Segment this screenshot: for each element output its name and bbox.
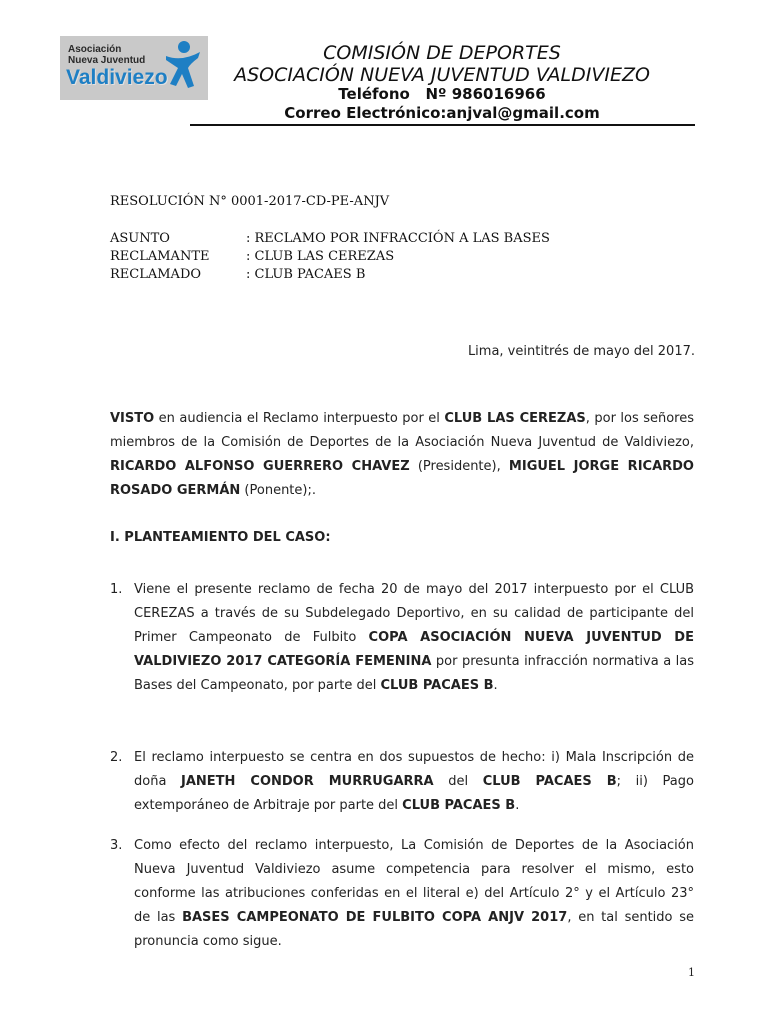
- meta-key: RECLAMADO: [110, 267, 202, 282]
- text-run: Como efecto del reclamo interpuesto, La Comisión de Deportes de la Asociación Nueva Juventud Valdiviezo asume competencia para resolver el mismo, esto conforme las atribuciones conferidas en el literal e) del Artículo 2° y el Artículo 23° de las: [134, 838, 694, 925]
- text-run: ; ii) Pago extemporáneo de Arbitraje por parte del: [134, 774, 694, 813]
- meta-key: RECLAMANTE: [110, 249, 210, 264]
- text-run: del: [433, 774, 483, 789]
- section-title: I. PLANTEAMIENTO DEL CASO:: [110, 530, 331, 545]
- bold-run: CLUB PACAES B: [402, 798, 516, 813]
- logo-line-3: Valdiviezo: [66, 66, 168, 89]
- text-run: por presunta infracción normativa a las Bases del Campeonato, por parte del: [134, 654, 694, 693]
- logo-line-1: Asociación: [68, 44, 122, 55]
- item-number: 2.: [110, 750, 123, 765]
- page-number: 1: [688, 966, 695, 979]
- text-run: en audiencia el Reclamo interpuesto por el: [154, 411, 445, 426]
- item-number: 1.: [110, 582, 123, 597]
- header-phone: Teléfono Nº 986016966: [338, 85, 546, 103]
- ponente-name: MIGUEL JORGE RICARDO ROSADO GERMÁN: [110, 459, 694, 498]
- list-item: [134, 578, 694, 698]
- association-logo: [60, 36, 208, 100]
- document-date: Lima, veintitrés de mayo del 2017.: [467, 344, 695, 359]
- list-item: [134, 834, 694, 954]
- bold-run: JANETH CONDOR MURRUGARRA: [181, 774, 434, 789]
- resolution-title: RESOLUCIÓN N° 0001-2017-CD-PE-ANJV: [110, 194, 390, 209]
- text-run: (Ponente);.: [240, 483, 316, 498]
- bold-run: BASES CAMPEONATO DE FULBITO COPA ANJV 2017: [182, 910, 568, 925]
- bold-run: COPA ASOCIACIÓN NUEVA JUVENTUD DE VALDIVIEZO 2017 CATEGORÍA FEMENINA: [134, 630, 694, 669]
- bold-run: CLUB PACAES B: [482, 774, 617, 789]
- list-item: [134, 746, 694, 818]
- header-email: Correo Electrónico:anjval@gmail.com: [284, 104, 600, 122]
- club-name: CLUB LAS CEREZAS: [444, 411, 586, 426]
- header-association-title: ASOCIACIÓN NUEVA JUVENTUD VALDIVIEZO: [234, 64, 650, 86]
- president-name: RICARDO ALFONSO GUERRERO CHAVEZ: [110, 459, 410, 474]
- logo-line-2: Nueva Juventud: [68, 55, 146, 66]
- meta-value: : CLUB LAS CEREZAS: [246, 249, 395, 264]
- text-run: (Presidente),: [409, 459, 509, 474]
- header-commission-title: COMISIÓN DE DEPORTES: [323, 42, 561, 64]
- bold-run: CLUB PACAES B: [380, 678, 494, 693]
- header-divider: [190, 124, 695, 126]
- visto-paragraph: [110, 407, 694, 503]
- text-run: .: [515, 798, 520, 813]
- meta-key: ASUNTO: [110, 231, 170, 246]
- meta-value: : RECLAMO POR INFRACCIÓN A LAS BASES: [246, 231, 550, 246]
- text-run: , por los señores miembros de la Comisión de Deportes de la Asociación Nueva Juventud de Valdiviezo,: [110, 411, 694, 450]
- text-run: Viene el presente reclamo de fecha 20 de mayo del 2017 interpuesto por el CLUB CEREZAS a través de su Subdelegado Deportivo, en su calidad de participante del Primer Campeonato de Fulbito: [134, 582, 694, 645]
- text-run: , en tal sentido se pronuncia como sigue.: [134, 910, 694, 949]
- visto-label: VISTO: [110, 411, 155, 426]
- text-run: .: [493, 678, 498, 693]
- item-number: 3.: [110, 838, 123, 853]
- text-run: El reclamo interpuesto se centra en dos supuestos de hecho: i) Mala Inscripción de doña: [134, 750, 694, 789]
- meta-value: : CLUB PACAES B: [246, 267, 366, 282]
